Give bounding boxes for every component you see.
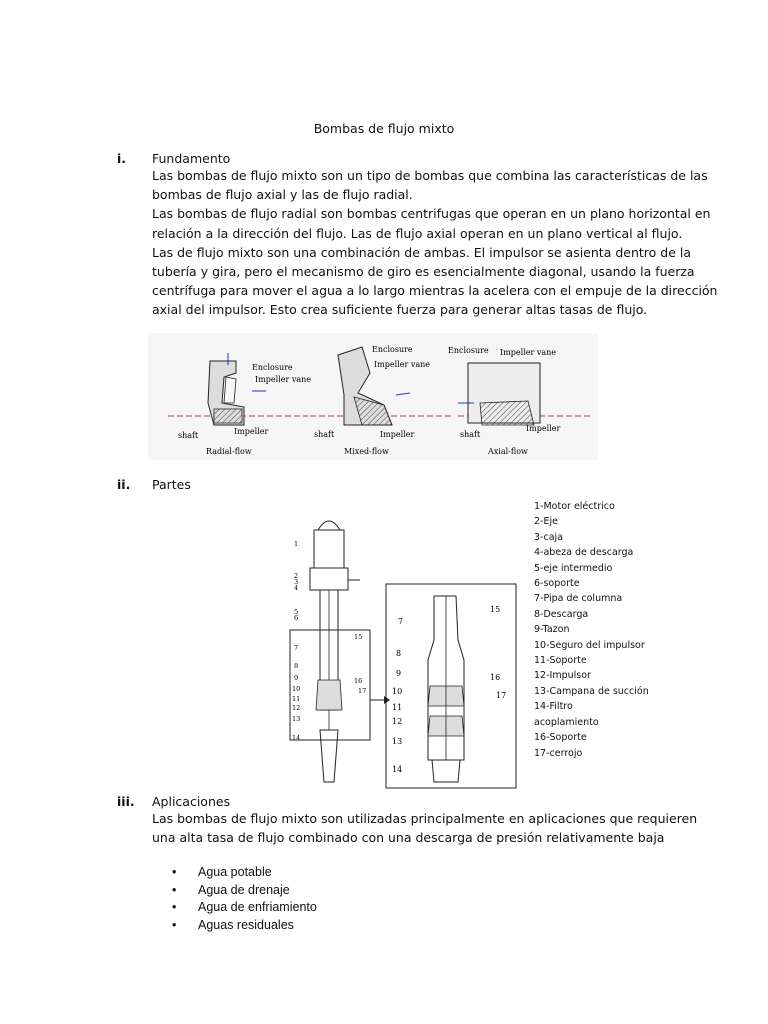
callout-number: 11: [392, 703, 403, 712]
flow-types-figure: [148, 333, 598, 460]
axial-hatched-impeller: [480, 401, 534, 425]
callout-number: 2: [294, 572, 299, 580]
applications-list: [172, 864, 317, 934]
paragraph-line: axial del impulsor. Esto crea suficiente fuerza para generar altas tasas de flujo.: [152, 302, 648, 318]
mixed-shaft-label: shaft: [314, 430, 335, 439]
application-label: Agua de enfriamiento: [198, 900, 317, 915]
bullet-icon: •: [172, 865, 177, 879]
axial-impeller-label: Impeller: [526, 424, 561, 433]
parts-list-item: 2-Eje: [534, 516, 558, 528]
callout-number: 12: [392, 717, 403, 726]
parts-list-item: acoplamiento: [534, 716, 599, 728]
discharge-head: [310, 568, 348, 590]
fundamento-paragraph: [152, 166, 718, 320]
paragraph-line: tubería y gira, pero el mecanismo de giro es esencialmente diagonal, usando la fuerza: [152, 264, 695, 280]
application-label: Aguas residuales: [198, 917, 294, 932]
callout-number: 1: [294, 540, 299, 548]
parts-list-item: 12-Impulsor: [534, 670, 591, 682]
parts-list-item: 10-Seguro del impulsor: [534, 639, 645, 651]
callout-number: 9: [294, 674, 299, 682]
callout-number: 10: [392, 687, 403, 696]
callout-number: 16: [354, 677, 363, 685]
list-item: [172, 882, 317, 900]
callout-number: 8: [396, 649, 402, 658]
radial-hatched-impeller: [214, 409, 242, 423]
mixed-vane-label: Impeller vane: [374, 360, 430, 369]
paragraph-line: relación a la dirección del flujo. Las de flujo axial operan en un plano vertical al flujo.: [152, 225, 683, 241]
callout-number: 17: [358, 687, 367, 695]
parts-list-item: 1-Motor eléctrico: [534, 501, 615, 512]
callout-number: 11: [292, 695, 301, 703]
callout-number: 13: [292, 715, 301, 723]
suction-strainer: [320, 730, 338, 782]
paragraph-line: una alta tasa de flujo combinado con una descarga de presión relativamente baja: [152, 830, 665, 846]
callout-number: 10: [292, 685, 301, 693]
parts-list-item: 7-Pipa de columna: [534, 593, 623, 605]
mixed-impeller-label: Impeller: [380, 430, 415, 439]
motor-body: [314, 530, 344, 570]
application-label: Agua de drenaje: [198, 882, 290, 897]
bullet-icon: •: [172, 882, 177, 897]
callout-number: 12: [292, 704, 301, 712]
detail-view-drawing: [386, 584, 516, 788]
parts-list-item: 4-abeza de descarga: [534, 547, 634, 559]
detail-arrowhead: [384, 696, 390, 704]
page-title: Bombas de flujo mixto: [313, 121, 455, 136]
callout-number: 14: [292, 734, 301, 742]
paragraph-line: Las de flujo mixto son una combinación de ambas. El impulsor se asienta dentro de la: [152, 244, 691, 260]
aplicaciones-paragraph: [152, 809, 698, 847]
parts-list-item: 14-Filtro: [534, 701, 573, 713]
section-number-iii: iii.: [117, 794, 135, 809]
axial-vane-label: Impeller vane: [500, 348, 556, 357]
parts-list-item: 6-soporte: [534, 578, 580, 590]
parts-list-item: 17-cerrojo: [534, 747, 583, 759]
callout-number: 14: [392, 765, 403, 774]
callout-number: 16: [490, 673, 501, 682]
list-item: [172, 864, 317, 882]
radial-caption: Radial-flow: [206, 447, 252, 456]
parts-list-item: 16-Soporte: [534, 732, 587, 744]
parts-list-item: 11-Soporte: [534, 655, 587, 667]
section-heading-fundamento: Fundamento: [152, 151, 231, 166]
paragraph-line: Las bombas de flujo mixto son utilizadas principalmente en aplicaciones que requieren: [152, 811, 698, 826]
paragraph-line: bombas de flujo axial y las de flujo radial.: [152, 187, 413, 203]
callout-number: 4: [294, 584, 299, 592]
callout-number: 9: [396, 669, 402, 678]
callout-number: 3: [294, 578, 299, 586]
motor-cap: [318, 521, 340, 530]
radial-enclosure-label: Enclosure: [252, 363, 293, 372]
radial-shaft-label: shaft: [178, 431, 199, 440]
callout-number: 6: [294, 614, 299, 622]
callout-number: 5: [294, 608, 299, 616]
radial-vane-label: Impeller vane: [255, 375, 311, 384]
parts-list-item: 13-Campana de succión: [534, 685, 649, 697]
detail-suction-bell: [432, 760, 460, 782]
parts-list-item: 8-Descarga: [534, 608, 589, 620]
pump-parts-diagram: [284, 510, 524, 790]
full-pump-drawing: [290, 521, 390, 782]
parts-list-item: 5-eje intermedio: [534, 562, 613, 574]
mixed-caption: Mixed-flow: [344, 447, 389, 456]
section-number-ii: ii.: [117, 477, 131, 492]
callout-number: 7: [294, 644, 299, 652]
callout-number: 8: [294, 662, 299, 670]
list-item: [172, 899, 317, 917]
callout-number: 15: [354, 633, 363, 641]
paragraph-line: Las bombas de flujo mixto son un tipo de bombas que combina las características de las: [152, 168, 708, 183]
parts-list: [534, 499, 649, 761]
bowl-assembly: [316, 680, 342, 710]
parts-list-item: 3-caja: [534, 531, 563, 543]
section-heading-aplicaciones: Aplicaciones: [152, 794, 231, 809]
list-item: [172, 917, 317, 935]
radial-impeller-label: Impeller: [234, 427, 269, 436]
paragraph-line: centrífuga para mover el agua a lo largo mientras la acelera con el empuje de la dirección: [152, 283, 718, 299]
paragraph-line: Las bombas de flujo radial son bombas centrifugas que operan en un plano horizontal en: [152, 206, 711, 222]
section-number-i: i.: [117, 151, 127, 166]
section-heading-partes: Partes: [152, 477, 191, 492]
bullet-icon: •: [172, 900, 177, 915]
bullet-icon: •: [172, 917, 177, 932]
callout-number: 15: [490, 605, 501, 614]
axial-shaft-label: shaft: [460, 430, 481, 439]
callout-number: 13: [392, 737, 403, 746]
parts-list-item: 9-Tazon: [534, 624, 570, 636]
callout-number: 7: [398, 617, 404, 626]
axial-enclosure-label: Enclosure: [448, 346, 489, 355]
axial-caption: Axial-flow: [488, 447, 528, 456]
application-label: Agua potable: [198, 865, 272, 879]
mixed-enclosure-label: Enclosure: [372, 345, 413, 354]
callout-number: 17: [496, 691, 507, 700]
